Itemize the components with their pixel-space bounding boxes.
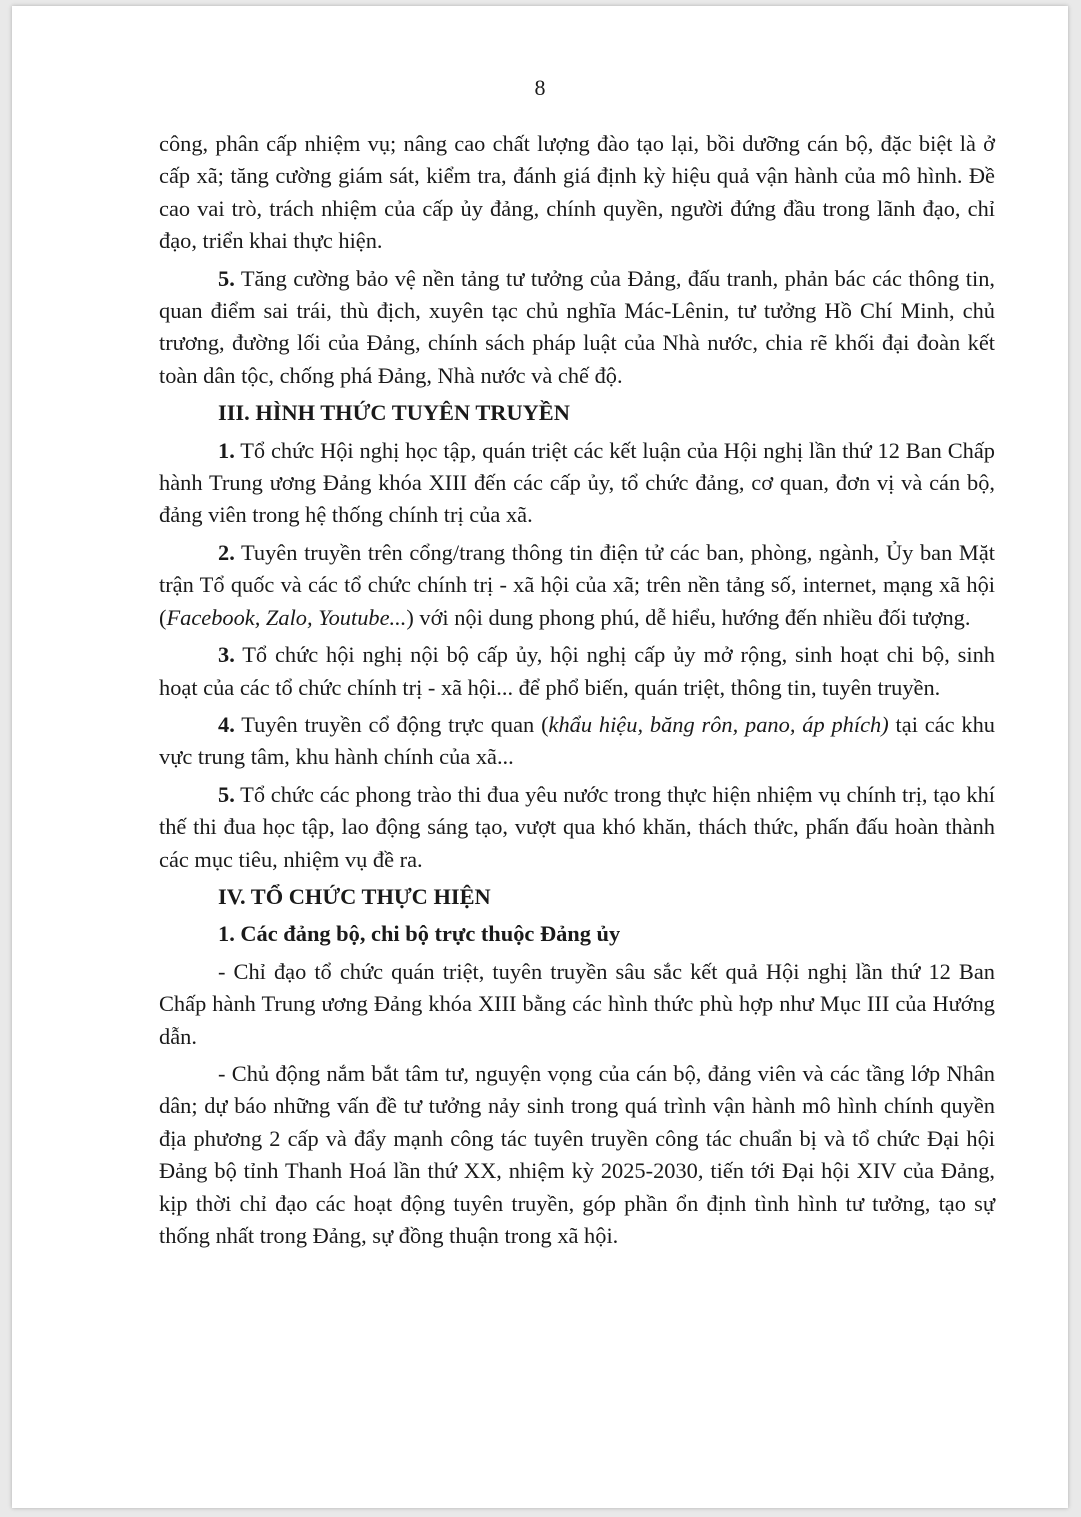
subsection-heading-1: 1. Các đảng bộ, chi bộ trực thuộc Đảng ủy bbox=[218, 921, 621, 947]
section-heading-iii: III. HÌNH THỨC TUYÊN TRUYỀN bbox=[218, 400, 570, 426]
paragraph-item-3: 3. Tổ chức hội nghị nội bộ cấp ủy, hội nghị cấp ủy mở rộng, sinh hoạt chi bộ, sinh hoạt của các tổ chức chính trị - xã hội... để phổ biến, quán triệt, thông tin, tuyên truyền. bbox=[159, 642, 995, 700]
item-number: 2. bbox=[218, 539, 235, 565]
paragraph-continuation: công, phân cấp nhiệm vụ; nâng cao chất lượng đào tạo lại, bồi dưỡng cán bộ, đặc biệt là ở cấp xã; tăng cường giám sát, kiểm tra, đánh giá định kỳ hiệu quả vận hành của mô hình. Đề cao vai trò, trách nhiệm của cấp ủy đảng, chính quyền, người đứng đầu trong lãnh đạo, chỉ đạo, triển khai thực hiện. bbox=[159, 131, 995, 254]
paragraph-bullet-2: - Chủ động nắm bắt tâm tư, nguyện vọng của cán bộ, đảng viên và các tầng lớp Nhân dân; dự báo những vấn đề tư tưởng nảy sinh trong quá trình vận hành mô hình chính quyền địa phương 2 cấp và đẩy mạnh công tác tuyên truyền công tác chuẩn bị và tổ chức Đại hội Đảng bộ tỉnh Thanh Hoá lần thứ XX, nhiệm kỳ 2025-2030, tiến tới Đại hội XIV của Đảng, kịp thời chỉ đạo các hoạt động tuyên truyền, góp phần ổn định tình hình tư tưởng, tạo sự thống nhất trong Đảng, sự đồng thuận trong xã hội. bbox=[159, 1060, 995, 1248]
paragraph-item-4: 4. Tuyên truyền cổ động trực quan (khẩu hiệu, băng rôn, pano, áp phích) tại các khu vực trung tâm, khu hành chính của xã... bbox=[159, 711, 995, 770]
paragraph-item-2: 2. Tuyên truyền trên cổng/trang thông tin điện tử các ban, phòng, ngành, Ủy ban Mặt trận Tổ quốc và các tổ chức chính trị - xã hội của xã; trên nền tảng số, internet, mạng xã hội (Facebook, Zalo, Youtube...) với nội dung phong phú, dễ hiểu, hướng đến nhiều đối tượng. bbox=[159, 539, 995, 630]
paragraph-item-5b: 5. Tổ chức các phong trào thi đua yêu nước trong thực hiện nhiệm vụ chính trị, tạo khí thế thi đua học tập, lao động sáng tạo, vượt qua khó khăn, thách thức, phấn đấu hoàn thành các mục tiêu, nhiệm vụ đề ra. bbox=[159, 781, 995, 872]
italic-text: khẩu hiệu, băng rôn, pano, áp phích) bbox=[548, 711, 889, 737]
page-number: 8 bbox=[534, 75, 546, 100]
paragraph-item-1: 1. Tổ chức Hội nghị học tập, quán triệt các kết luận của Hội nghị lần thứ 12 Ban Chấp hành Trung ương Đảng khóa XIII đến các cấp ủy, tổ chức đảng, cơ quan, đơn vị và cán bộ, đảng viên trong hệ thống chính trị của xã. bbox=[159, 437, 995, 528]
item-number: 5. bbox=[218, 781, 235, 807]
paragraph-bullet-1: - Chỉ đạo tổ chức quán triệt, tuyên truyền sâu sắc kết quả Hội nghị lần thứ 12 Ban Chấp hành Trung ương Đảng khóa XIII bằng các hình thức phù hợp như Mục III của Hướng dẫn. bbox=[159, 958, 995, 1049]
section-heading-iv: IV. TỔ CHỨC THỰC HIỆN bbox=[218, 883, 491, 909]
item-number: 3. bbox=[218, 642, 235, 668]
paragraph-item-5: 5. Tăng cường bảo vệ nền tảng tư tưởng của Đảng, đấu tranh, phản bác các thông tin, quan điểm sai trái, thù địch, xuyên tạc chủ nghĩa Mác-Lênin, tư tưởng Hồ Chí Minh, chủ trương, đường lối của Đảng, chính sách pháp luật của Nhà nước, chia rẽ khối đại đoàn kết toàn dân tộc, chống phá Đảng, Nhà nước và chế độ. bbox=[159, 265, 995, 388]
document-body bbox=[159, 128, 995, 1257]
italic-text: Facebook, Zalo, Youtube... bbox=[166, 604, 407, 630]
item-number: 5. bbox=[218, 265, 235, 291]
item-number: 4. bbox=[218, 711, 235, 737]
document-page bbox=[12, 6, 1068, 1508]
item-number: 1. bbox=[218, 437, 235, 463]
